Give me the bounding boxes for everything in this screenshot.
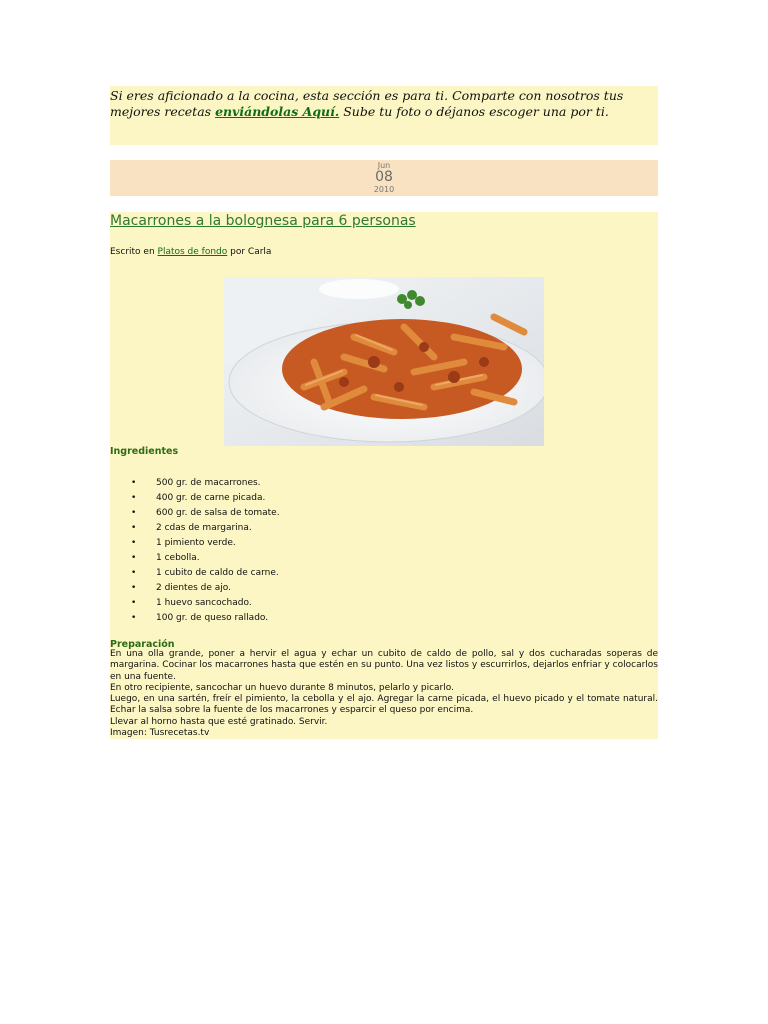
date-month: Jun — [377, 161, 391, 170]
submit-recipe-link[interactable]: enviándolas Aquí. — [215, 104, 340, 119]
ingredient-text: 100 gr. de queso rallado. — [156, 613, 269, 623]
intro-banner — [110, 86, 658, 145]
ingredient-text: 400 gr. de carne picada. — [156, 493, 266, 503]
ingredient-item — [110, 581, 280, 596]
preparation-paragraph: Llevar al horno hasta que esté gratinado. Servir. — [110, 716, 328, 727]
preparation-text — [110, 649, 658, 739]
ingredient-item — [110, 566, 280, 581]
date-day: 08 — [375, 169, 393, 185]
preparation-paragraph: En una olla grande, poner a hervir el agua y echar un cubito de caldo de pollo, sal y dos cucharadas soperas de margarina. Cocinar los macarrones hasta que estén en su punto. Una vez listos y escurrirlos, dejarlos enfriar y colocarlos en una fuente. — [110, 649, 658, 682]
preparation-heading: Preparación — [110, 639, 175, 650]
recipe-post — [110, 212, 658, 739]
ingredient-text: 600 gr. de salsa de tomate. — [156, 508, 280, 518]
preparation-paragraph: En otro recipiente, sancochar un huevo durante 8 minutos, pelarlo y picarlo. — [110, 682, 454, 693]
post-meta — [110, 247, 271, 257]
ingredient-item — [110, 476, 280, 491]
bullet-icon: • — [131, 583, 137, 593]
bullet-icon: • — [131, 538, 137, 548]
bullet-icon: • — [131, 598, 137, 608]
bullet-icon: • — [131, 508, 137, 518]
ingredients-list — [110, 476, 280, 626]
ingredient-text: 2 cdas de margarina. — [156, 523, 252, 533]
ingredient-item — [110, 506, 280, 521]
category-link[interactable]: Platos de fondo — [157, 247, 228, 257]
date-year: 2010 — [373, 185, 395, 194]
ingredient-item — [110, 611, 280, 626]
bullet-icon: • — [131, 523, 137, 533]
preparation-paragraph: Luego, en una sartén, freír el pimiento, la cebolla y el ajo. Agregar la carne picada, el huevo picado y el tomate natural. Echar la salsa sobre la fuente de los macarrones y esparcir el queso por encima. — [110, 694, 658, 716]
ingredient-item — [110, 491, 280, 506]
bullet-icon: • — [131, 613, 137, 623]
ingredient-text: 1 cebolla. — [156, 553, 200, 563]
ingredient-text: 500 gr. de macarrones. — [156, 478, 261, 488]
ingredient-text: 1 cubito de caldo de carne. — [156, 568, 279, 578]
post-title-link[interactable]: Macarrones a la bolognesa para 6 personas — [110, 213, 416, 229]
intro-text-end: Sube tu foto o déjanos escoger una por ti. — [339, 104, 609, 119]
intro-text: Si eres aficionado a la cocina, esta sección es para ti. Comparte con nosotros tus mejores recetas — [110, 88, 624, 119]
ingredient-text: 1 huevo sancochado. — [156, 598, 252, 608]
meta-prefix: Escrito en — [110, 247, 158, 257]
bullet-icon: • — [131, 493, 137, 503]
ingredients-heading: Ingredientes — [110, 446, 179, 457]
pasta-photo — [224, 277, 544, 446]
ingredient-item — [110, 521, 280, 536]
bullet-icon: • — [131, 568, 137, 578]
post-date — [110, 160, 658, 196]
bullet-icon: • — [131, 553, 137, 563]
ingredient-item — [110, 536, 280, 551]
meta-author: por Carla — [227, 247, 272, 257]
ingredient-item — [110, 551, 280, 566]
ingredient-text: 1 pimiento verde. — [156, 538, 236, 548]
bullet-icon: • — [131, 478, 137, 488]
preparation-paragraph: Imagen: Tusrecetas.tv — [110, 728, 210, 739]
ingredient-text: 2 dientes de ajo. — [156, 583, 231, 593]
ingredient-item — [110, 596, 280, 611]
